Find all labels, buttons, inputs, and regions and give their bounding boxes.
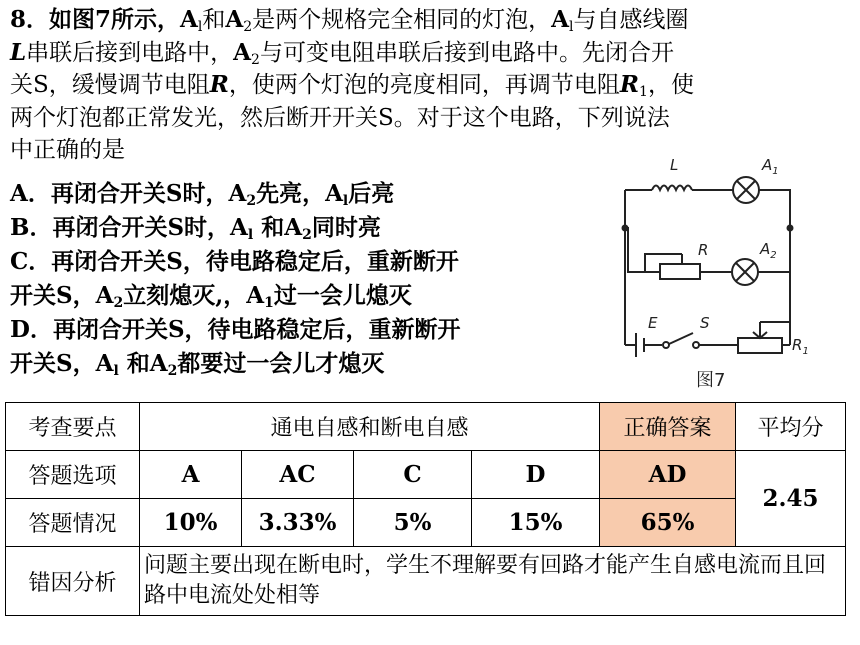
text: ，使 — [647, 72, 694, 98]
option-text: 先亮，A — [256, 180, 343, 207]
label-s: S — [700, 314, 710, 332]
subscript: 2 — [113, 295, 124, 311]
option-text: 后亮 — [348, 180, 395, 207]
question-line-4: 两个灯泡都正常发光，然后断开开关S。对于这个电路，下列说法 — [10, 104, 670, 131]
switch — [669, 333, 693, 344]
inductor-coil — [652, 186, 692, 191]
option-text: C．再闭合开关S，待电路稳定后，重新断开 — [10, 248, 459, 275]
option-a — [10, 178, 570, 211]
option-text: D．再闭合开关S，待电路稳定后，重新断开 — [10, 316, 461, 343]
error-analysis-text: 问题主要出现在断电时，学生不理解要有回路才能产生自感电流而且回路中电流处处相等 — [140, 547, 846, 616]
option-c-line-2 — [10, 280, 570, 313]
circuit-diagram — [600, 150, 850, 395]
table-row — [6, 499, 846, 547]
table-row — [6, 403, 846, 451]
text: ，使两个灯泡的亮度相同，再调节电阻 — [228, 72, 620, 98]
question-line-2 — [10, 37, 850, 70]
row-label-responses: 答题情况 — [6, 499, 140, 547]
option-text: 和A — [118, 350, 168, 377]
text: 是两个规格完全相同的灯泡， — [252, 7, 552, 33]
option-text: 开关S，A — [10, 282, 114, 309]
subscript: l — [247, 227, 254, 243]
label-a2: $A_2$ — [760, 240, 777, 261]
option-d-line-1 — [10, 314, 570, 347]
question-stem — [10, 4, 850, 167]
correct-option-cell: AD — [600, 451, 736, 499]
row-label-error-analysis: 错因分析 — [6, 547, 140, 616]
subscript: 1 — [264, 295, 274, 311]
subscript: l — [342, 193, 349, 209]
text: 与可变电阻串联后接到电路中。先闭合开 — [259, 39, 674, 66]
subscript: l — [113, 363, 119, 379]
subscript: 2 — [167, 363, 178, 379]
label-r: R — [698, 241, 709, 259]
question-line-5: 中正确的是 — [10, 137, 125, 163]
question-line-3 — [10, 69, 850, 102]
text: 串联后接到电路中， — [26, 39, 234, 66]
resistor-symbol: R — [209, 71, 229, 98]
inductor-symbol: L — [10, 38, 27, 66]
lamp-a2-label: A — [225, 6, 244, 33]
option-text: 立刻熄灭,，A — [123, 282, 265, 309]
analysis-table — [5, 402, 846, 616]
header-average-score: 平均分 — [736, 403, 846, 451]
text: 关S，缓慢调节电阻 — [10, 72, 210, 98]
resistor-r1-symbol: R — [619, 71, 640, 98]
question-line-1 — [10, 4, 850, 37]
percent-cell: 3.33% — [242, 499, 354, 547]
option-cell: D — [472, 451, 600, 499]
text: 与自感线圈 — [573, 7, 689, 33]
subscript: l — [197, 19, 203, 35]
option-text: 同时亮 — [311, 214, 381, 241]
subscript: 2 — [246, 193, 257, 209]
key-point-value: 通电自感和断电自感 — [140, 403, 600, 451]
subscript: 1 — [639, 84, 648, 100]
label-e: E — [648, 314, 658, 332]
label-a1: $A_1$ — [762, 156, 779, 177]
variable-resistor-r — [660, 264, 700, 279]
lamp-a2-label: A — [233, 38, 252, 66]
row-label-options: 答题选项 — [6, 451, 140, 499]
subscript: l — [569, 19, 574, 35]
figure-caption: 图7 — [696, 370, 726, 391]
percent-cell: 10% — [140, 499, 242, 547]
text: 和 — [202, 7, 226, 33]
battery — [636, 333, 644, 357]
subscript: 2 — [302, 227, 312, 243]
average-score-value: 2.45 — [736, 451, 846, 547]
option-text: 和A — [253, 214, 303, 241]
subscript: 2 — [243, 19, 253, 35]
option-text: B．再闭合开关S时，A — [10, 214, 248, 241]
table-row — [6, 547, 846, 616]
option-text: 过一会儿熄灭 — [273, 282, 412, 309]
subscript: 2 — [251, 51, 260, 68]
percent-cell: 15% — [472, 499, 600, 547]
table-row — [6, 451, 846, 499]
resistor-r1 — [738, 338, 782, 353]
option-b — [10, 212, 570, 245]
option-cell: A — [140, 451, 242, 499]
header-key-point: 考查要点 — [6, 403, 140, 451]
percent-cell: 5% — [354, 499, 472, 547]
option-text: A．再闭合开关S时，A — [10, 180, 247, 207]
option-text: 都要过一会儿才熄灭 — [177, 350, 385, 377]
option-text: 开关S，A — [10, 350, 114, 377]
header-correct-answer: 正确答案 — [600, 403, 736, 451]
question-number: 8．如图7所示， — [10, 6, 181, 33]
option-cell: C — [354, 451, 472, 499]
correct-percent-cell: 65% — [600, 499, 736, 547]
option-cell: AC — [242, 451, 354, 499]
lamp-a1-label: A — [551, 6, 569, 33]
lamp-a1-label: A — [180, 6, 198, 33]
option-c-line-1 — [10, 246, 570, 279]
label-r1: $R_1$ — [792, 336, 809, 357]
option-d-line-2 — [10, 348, 570, 381]
label-l: L — [670, 156, 679, 174]
